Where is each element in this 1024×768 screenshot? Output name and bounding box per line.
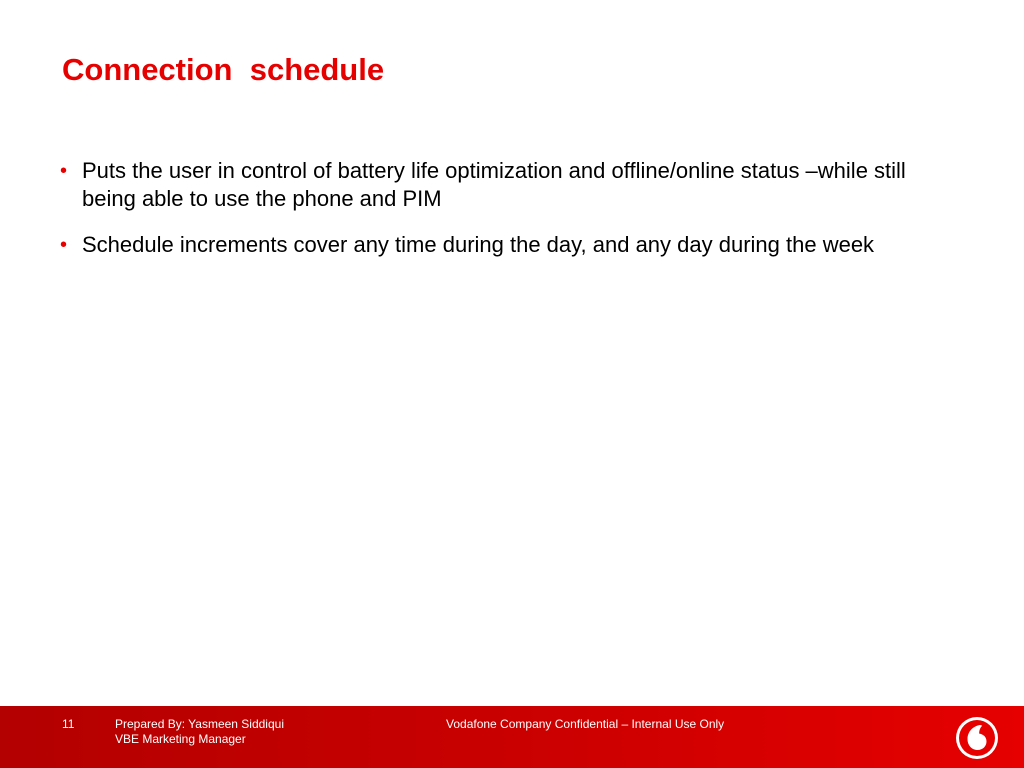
author-role: VBE Marketing Manager bbox=[115, 732, 246, 746]
vodafone-logo-icon bbox=[955, 716, 999, 760]
bullet-dot-icon: • bbox=[60, 234, 68, 256]
prepared-by-block bbox=[115, 717, 284, 747]
confidential-notice: Vodafone Company Confidential – Internal Use Only bbox=[446, 717, 725, 731]
prepared-by: Prepared By: Yasmeen Siddiqui bbox=[115, 717, 284, 731]
footer-bar bbox=[0, 706, 1024, 768]
slide-title: Connection schedule bbox=[62, 52, 385, 87]
bullet-text: Puts the user in control of battery life optimization and offline/online status –while still being able to use the phone and PIM bbox=[82, 158, 906, 211]
bullet-item bbox=[58, 157, 938, 213]
bullet-item bbox=[58, 231, 938, 259]
bullet-text: Schedule increments cover any time during the day, and any day during the week bbox=[82, 232, 875, 257]
bullet-list bbox=[58, 157, 938, 277]
page-number: 11 bbox=[62, 717, 75, 731]
bullet-dot-icon: • bbox=[60, 160, 68, 182]
